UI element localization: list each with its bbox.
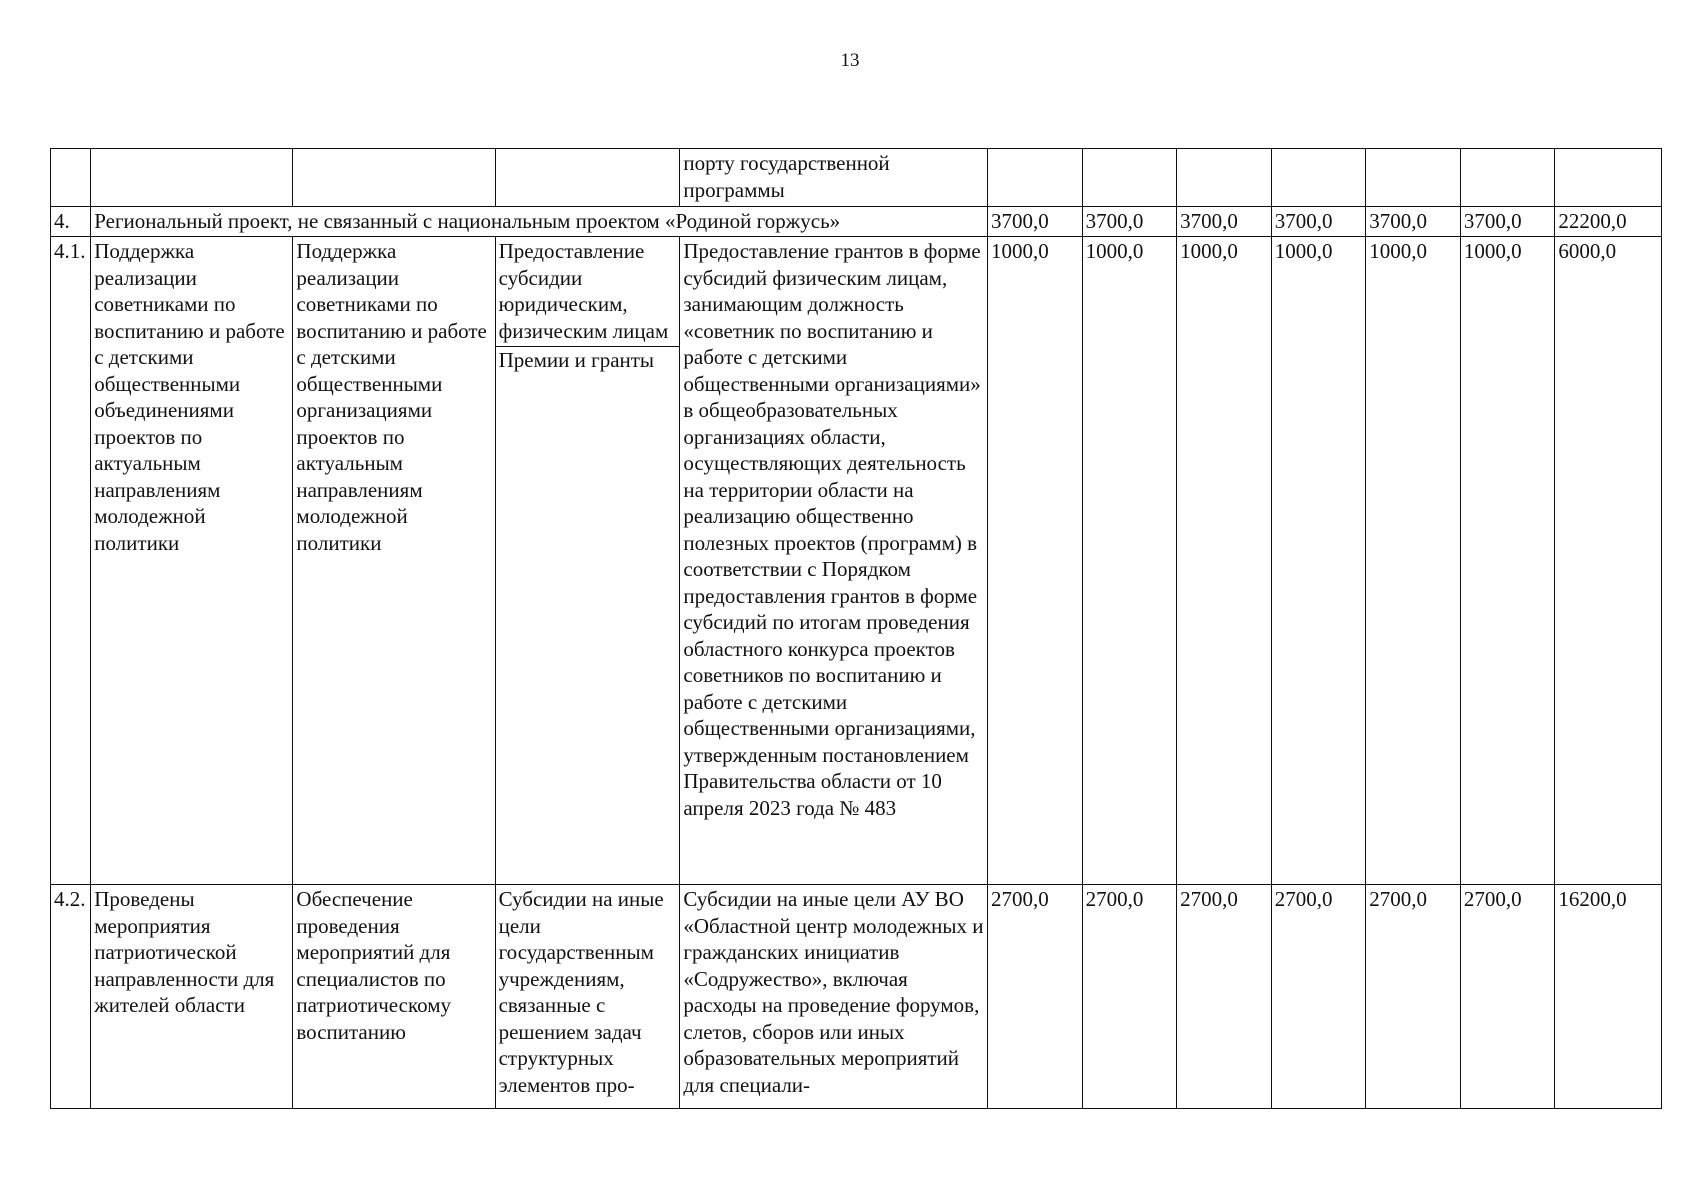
- cell-value-2030: 1000,0: [1460, 237, 1555, 885]
- table-row-project: [51, 207, 1662, 237]
- cell-value-2027: 3700,0: [1177, 207, 1272, 237]
- cell-value-2026: 2700,0: [1082, 885, 1177, 1109]
- expense-type-grants: Премии и гранты: [498, 348, 655, 372]
- cell-result: Проведены мероприятия патриотической направленности для жителей области: [91, 885, 293, 1109]
- cell-value-2028: 2700,0: [1271, 885, 1366, 1109]
- cell-value-2026: 3700,0: [1082, 207, 1177, 237]
- cell-empty: [1082, 149, 1177, 207]
- cell-empty: [1271, 149, 1366, 207]
- cell-description: Субсидии на иные цели АУ ВО «Областной центр молодежных и гражданских инициатив «Содружество», включая расходы на проведение форумов, слетов, сборов или иных образовательных мероприятий для специали-: [680, 885, 988, 1109]
- cell-measure: Обеспечение проведения мероприятий для специалистов по патриотическому воспитанию: [293, 885, 495, 1109]
- cell-value-2029: 3700,0: [1366, 207, 1461, 237]
- cell-empty: [51, 149, 91, 207]
- cell-value-2025: 2700,0: [988, 885, 1083, 1109]
- cell-value-2029: 1000,0: [1366, 237, 1461, 885]
- cell-empty: [91, 149, 293, 207]
- cell-value-2027: 1000,0: [1177, 237, 1272, 885]
- cell-empty: [1555, 149, 1662, 207]
- table-row-4-2: [51, 885, 1662, 1109]
- cell-expense-type: [495, 237, 680, 885]
- cell-value-2030: 3700,0: [1460, 207, 1555, 237]
- cell-empty: [293, 149, 495, 207]
- cell-value-2029: 2700,0: [1366, 885, 1461, 1109]
- cell-expense-type: Субсидии на иные цели государственным учреждениям, связанные с решением задач структурных элементов про-: [495, 885, 680, 1109]
- cell-empty: [1177, 149, 1272, 207]
- cell-measure: Поддержка реализации советниками по воспитанию и работе с детскими общественными организациями проектов по актуальным направлениям молодежной политики: [293, 237, 495, 885]
- table-row-continuation: [51, 149, 1662, 207]
- cell-number: 4.: [51, 207, 91, 237]
- cell-value-2025: 1000,0: [988, 237, 1083, 885]
- table-row-4-1: [51, 237, 1662, 885]
- cell-number: 4.2.: [51, 885, 91, 1109]
- page-number: 13: [840, 50, 860, 71]
- expense-type-subsidy: Предоставление субсидии юридическим, физическим лицам: [496, 238, 680, 347]
- cell-empty: [1460, 149, 1555, 207]
- cell-value-2026: 1000,0: [1082, 237, 1177, 885]
- cell-value-total: 22200,0: [1555, 207, 1662, 237]
- cell-number: 4.1.: [51, 237, 91, 885]
- cell-result: Поддержка реализации советниками по воспитанию и работе с детскими общественными объединениями проектов по актуальным направлениям молодежной политики: [91, 237, 293, 885]
- cell-description: Предоставление грантов в форме субсидий физическим лицам, занимающим должность «советник по воспитанию и работе с детскими общественными организациями» в общеобразовательных организациях области, осуществляющих деятельность на территории области на реализацию общественно полезных проектов (программ) в соответствии с Порядком предоставления грантов в форме субсидий по итогам проведения областного конкурса проектов советников по воспитанию и работе с детскими общественными организациями, утвержденным постановлением Правительства области от 10 апреля 2023 года № 483: [680, 237, 988, 885]
- cell-project-title: Региональный проект, не связанный с национальным проектом «Родиной горжусь»: [91, 207, 988, 237]
- cell-value-2028: 3700,0: [1271, 207, 1366, 237]
- cell-value-total: 6000,0: [1555, 237, 1662, 885]
- cell-description: порту государственной программы: [680, 149, 988, 207]
- cell-value-2027: 2700,0: [1177, 885, 1272, 1109]
- cell-empty: [1366, 149, 1461, 207]
- cell-value-2025: 3700,0: [988, 207, 1083, 237]
- cell-empty: [988, 149, 1083, 207]
- cell-empty: [495, 149, 680, 207]
- cell-value-2030: 2700,0: [1460, 885, 1555, 1109]
- cell-value-total: 16200,0: [1555, 885, 1662, 1109]
- budget-table: [50, 148, 1662, 1109]
- cell-value-2028: 1000,0: [1271, 237, 1366, 885]
